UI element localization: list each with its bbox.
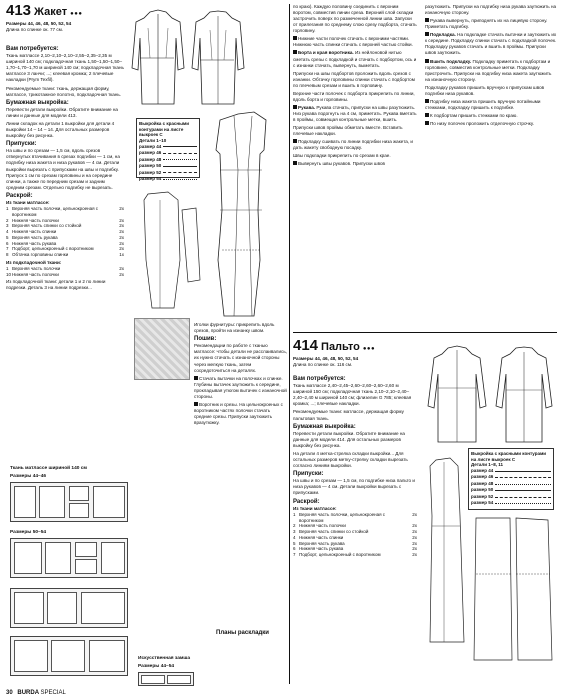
instr-r1: разутюжить. Припуски на подгибку низа рукава заутюжить на изнаночную сторону. xyxy=(425,4,557,16)
legend-size-46: размер 46 xyxy=(471,474,551,481)
model-title: Пальто xyxy=(321,341,360,353)
legend-heading: Выкройка с красными контурами на листе выкроек C xyxy=(139,121,190,138)
section-divider xyxy=(293,332,557,333)
instr-r2: Рукава вывернуть, приподнять их на лицевую сторону. Приметать подгибку. xyxy=(425,18,548,30)
pattern-legend-413 xyxy=(136,118,200,182)
length-line: Длина по спинке ок. 77 см. xyxy=(6,26,64,32)
list-item: 8 Обтачка горловины спинки 1x xyxy=(6,252,124,257)
list-item: 1 Верхняя часть полочки, цельнокроеная с воротником 2x xyxy=(293,511,417,523)
legend-size-48: размер 48 xyxy=(139,157,197,164)
list-item: 4 Нижняя часть спинки 2x xyxy=(6,229,124,234)
legend-size-50: размер 50 xyxy=(139,163,197,170)
jacket-front-drawing xyxy=(130,8,188,108)
legend-size-48: размер 48 xyxy=(471,481,551,488)
list-item: 6 Нижняя часть рукава 2x xyxy=(293,546,417,552)
instr-r6: Подгибку низа жакета пришить вручную потайными стежками, подкладку пришить к подгибке. xyxy=(425,98,541,110)
suede-sizes: Размеры 44–54 xyxy=(138,664,175,669)
brand-name: BURDA xyxy=(17,690,39,696)
difficulty-dots: ●●● xyxy=(362,346,376,352)
pattern-text-2: Линии складок на детали 1 выкройки для детали 4 выкройки 14 – 14 – 14. Для остальных размеров выкройку без рисунка. xyxy=(6,120,115,139)
coat-front-drawing xyxy=(424,344,490,444)
list-item: 6 Нижняя часть рукава 2x xyxy=(6,240,124,246)
cutting-heading: Раскрой: xyxy=(293,498,320,505)
materials-text: Ткань матлассе 2,10–2,10–2,10–2,55–2,35–2,35 м шириной 140 см; подкладочная ткань 1,50–1,50–1,50–1,70–1,70–1,70 м шириной 140 см; подкладочная ткань матлассе 3 ланчи; ...; клеевая кромка; 2 плечевые накладки (Prym Texfil). xyxy=(6,53,124,83)
model-title: Жакет xyxy=(34,6,68,18)
instr-p2: Нижние части полочек стачать с верхними частями. Нижнюю часть спинки стачать с верхней частью стойки. xyxy=(293,36,413,48)
list-item: 3 Верхняя часть спинки со стойкой 2x xyxy=(293,529,417,534)
legend-subheading: Детали 1–8, 11 xyxy=(471,462,504,468)
legend-size-44: размер 44 xyxy=(139,144,197,151)
legend-size-54: размер 54 xyxy=(471,500,551,507)
sewing-heading: Пошив: xyxy=(194,336,217,343)
layout-plan-d xyxy=(10,636,128,676)
pattern-legend-414 xyxy=(468,448,554,510)
jacket-pattern-schematic xyxy=(204,110,284,320)
instr-p8: Подкладку сшивать по линии подгибки низа жакета, и дать жакету свободную посадку. xyxy=(293,139,413,151)
lining-note: Из подкладочной ткани: детали 1 и 2 по линии подрезки. Деталь 3 на линии подрезки... xyxy=(6,279,106,291)
layout-plan-b xyxy=(10,538,128,578)
suede-label: Искусственная замша xyxy=(138,656,191,661)
photo-caption: Иголки фурнитуры: прикрепить вдоль срезов, пройти на изнанку швом. xyxy=(194,322,275,334)
layout-plan-a xyxy=(10,482,128,522)
pattern-heading: Бумажная выкройка: xyxy=(293,423,356,430)
instr-r8: По низу полочек проложить отделочную строчку. xyxy=(425,121,557,127)
pattern-text: Перевести детали выкройки. Обратите внимание на линии и данные для модели 413. xyxy=(6,106,118,118)
legend-size-52: размер 52 xyxy=(139,170,197,177)
model-number: 413 xyxy=(6,3,32,19)
model-413-instructions-right xyxy=(425,4,557,329)
recommended-fabrics: Рекомендуемые ткани: ткань, держащая форму, матлассе, трикотажное полотно, подкладочная ткань. xyxy=(6,85,122,97)
legend-subheading: Детали 1–10 xyxy=(139,137,167,143)
list-item: 3 Верхняя часть спинки со стойкой 2x xyxy=(6,223,124,229)
materials-text: Ткань матлассе 2,40–2,45–2,60–2,60–2,60–2,60 м шириной 150 см; подкладочная ткань 2,10–2,10–2,40–2,40–2,40 м шириной 140 см; флизелин G 785; клеевая кромка; ...; плечевые накладки. xyxy=(293,383,412,407)
instr-p5: Верхние части полочек с подборта прикрепить по линии, вдоль борта и горловины. xyxy=(293,90,415,102)
lining-list xyxy=(6,266,124,278)
model-number: 414 xyxy=(293,338,319,354)
coat-pattern-pieces xyxy=(470,514,556,664)
sewing-step-2: Воротник и срезы. На цельнокроеных с воротником частях полочки стачать средние срезы. Припуски заутюжить вразутюжку. xyxy=(194,401,283,426)
cutting-heading: Раскрой: xyxy=(6,192,33,199)
pattern-text: Перевести детали выкройки. Обратите внимание на данные для модели 414. Для остальных размеров выкройку без рисунка. xyxy=(293,430,405,448)
list-item: 2 Нижняя часть полочки 2x xyxy=(6,217,124,223)
instr-p10: Вывернуть швы рукавов. Припуски швов xyxy=(293,161,417,167)
list-item: 7 Подборт, цельнокроеный с воротником 2x xyxy=(293,552,417,557)
layout-plan-c xyxy=(10,588,128,628)
fabric-photo xyxy=(134,318,190,380)
page-footer xyxy=(6,690,66,698)
page-number: 30 xyxy=(6,690,13,696)
instr-r3: Подкладка. На подкладке стачать вытачки и заутюжить их к середине. Подкладку спинки стачать с подкладкой полочек. Подкладку рукавов стачать и вшить в проймы. Припуски швов заутюжить. xyxy=(425,32,557,56)
lining-subheading: Из подкладочной ткани: xyxy=(6,259,62,265)
allowances-heading: Припуски: xyxy=(6,141,37,148)
plan-sizes-b: Размеры 50–54 xyxy=(10,530,47,535)
instr-r7: К подбортам пришить стежками по краю. xyxy=(425,113,557,119)
instr-p7: Припуски швов проймы обметать вместе. Вставить плечевые накладки. xyxy=(293,125,403,137)
brand-special: SPECIAL xyxy=(40,690,66,696)
legend-size-50: размер 50 xyxy=(471,487,551,494)
instr-p9: Швы подкладки прикрепить по срезам в крае. xyxy=(293,153,391,159)
legend-size-54: размер 54 xyxy=(139,176,197,183)
list-item: 2 Нижняя часть полочки 2x xyxy=(293,523,417,529)
allowances-text: На швы и по срезам — 1,5 см, по подгибке низа пальто и низа рукавов — 4 см. Детали выкройки вырезать с припусками. xyxy=(293,478,415,496)
list-item: 5 Верхняя часть рукава 2x xyxy=(293,540,417,546)
materials-heading: Вам потребуется: xyxy=(6,46,59,52)
legend-size-46: размер 46 xyxy=(139,150,197,157)
allowances-text: На швы и по срезам — 1,5 см, вдоль срезов отвернутых втачивания в срезах подгибки — 1 см, на подгибку низа жакета и низа рукавов — 4 см. Детали выкройки вырезать с припусками на швы и подгибку. Припуск 1 см по срезам горловины и на середине спинки, а также по передним срезам и задним средним срезам. Отдельно подгибку не вырезать. xyxy=(6,148,120,190)
model-413-header xyxy=(6,3,124,43)
sizes-line: Размеры 44, 46, 48, 50, 52, 54 xyxy=(293,355,359,361)
list-item: 10 Нижняя часть полочки 2x xyxy=(6,271,124,277)
model-413-sewing xyxy=(194,322,288,462)
list-item: 7 Подборт, цельнокроеный с воротником 2x xyxy=(6,246,124,252)
sizes-line: Размеры 44, 46, 48, 50, 52, 54 xyxy=(6,20,72,26)
model-414-header xyxy=(293,338,417,372)
cutting-subheading: Из ткани матлассе: xyxy=(6,199,50,205)
materials-heading: Вам потребуется: xyxy=(293,376,346,382)
plans-title: Планы раскладки xyxy=(216,630,269,636)
legend-heading: Выкройка с красными контурами на листе выкроек C xyxy=(471,451,547,462)
allowances-heading: Припуски: xyxy=(293,471,324,478)
instr-r5: Подкладку рукавов пришить вручную к припускам швов подгибки низа рукавов. xyxy=(425,84,545,96)
cutting-list xyxy=(6,206,124,258)
coat-back-drawing xyxy=(492,344,556,444)
list-item: 4 Нижняя часть спинки 2x xyxy=(293,534,417,540)
difficulty-dots: ●●● xyxy=(70,11,83,17)
model-413-text xyxy=(6,44,124,458)
list-item: 1 Верхняя часть полочки, цельнокроеная с воротником 2x xyxy=(6,206,124,217)
layout-plan-section xyxy=(6,460,284,688)
pattern-text-2: На детали 4 метка-стрелка складки выкройки... Для остальных размеров метку-стрелку складки вырезать согласно линиям выкройки. xyxy=(293,450,408,469)
plan-sizes-a: Размеры 44–46 xyxy=(10,474,47,479)
instr-p6: Рукава. Рукава стачать, припуски на швы разутюжить. Низ рукава подогнуть на 4 см, приметать. Рукава вметать в проймы, совмещая контрольные метки, вшить. xyxy=(293,104,417,123)
plan-fabric-label: Ткань матлассе шириной 140 см xyxy=(10,466,87,471)
legend-size-52: размер 52 xyxy=(471,494,551,501)
model-413-instructions xyxy=(293,4,417,329)
model-414-text xyxy=(293,374,417,686)
coat-pattern-schematic xyxy=(424,456,468,646)
cutting-subheading: Из ткани матлассе: xyxy=(293,505,337,511)
instr-p4: Припуски на швы подбортов проложить вдоль срезов с изнанки. Обтачку горловины спинки стачать с подбортом по плечевым срезам и вшить в горловину. xyxy=(293,70,415,88)
layout-plan-suede xyxy=(138,672,194,686)
recommended-fabrics: Рекомендуемые ткани: матлассе, держащая форму пальтовая ткань. xyxy=(293,409,404,421)
jacket-pattern-pieces xyxy=(138,190,202,310)
list-item: 5 Верхняя часть рукава 2x xyxy=(6,234,124,240)
cutting-list xyxy=(293,512,417,558)
jacket-back-drawing xyxy=(190,8,248,108)
instr-p3: Борта и края воротника. Из нейлоновой нитью сметать срезы с подкладкой и стачать с подбортом, ось и с изнанки стачать, вывернуть, выметать. xyxy=(293,50,417,68)
legend-size-44: размер 44 xyxy=(471,468,551,475)
pattern-heading: Бумажная выкройка: xyxy=(6,99,69,106)
instr-p1: по краю). Каждую половину соединить с верхним воротом, совместив линии среза. Верхний слой складки застрочить поверх по размеченной линии шва. Запуски от прилегания по среднему слою срезу подборта, стачать горловину. xyxy=(293,4,417,34)
column-divider xyxy=(289,4,290,684)
sewing-step-1: Стачать вытачки на полочках и спинке. Глубины вытачек заутюжить к середине, прокладывая утюгом вытачек с изнаночной стороны. xyxy=(194,375,287,399)
list-item: 1 Верхняя часть полочки 2x xyxy=(6,265,124,271)
instr-r4: Вшить подкладку. Подкладку приметать к подбортам и горловине, совместив контрольные метки. Подкладку пристрочить. Припуски на подгибку низа жакета заутюжить на изнаночную сторону. xyxy=(425,58,552,82)
length-line: Длина по спинке ок. 116 см. xyxy=(293,361,353,367)
sewing-text: Рекомендации по работе с тканью матлассе: чтобы детали не расслаивались, их нужно стачать с изнаночной стороны через мелкую ткань, затем сосредоточиться на деталях. xyxy=(194,343,288,373)
